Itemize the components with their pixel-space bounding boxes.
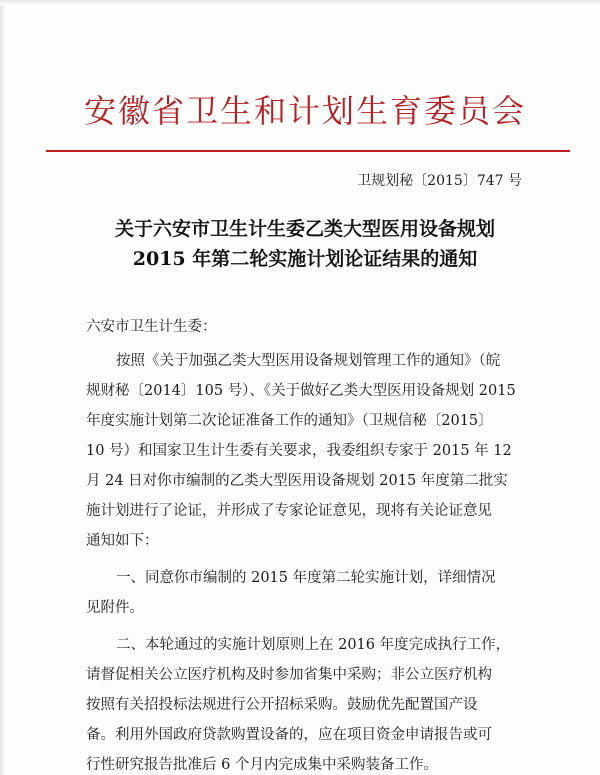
body-line: 通知如下： [86,533,159,549]
body-line: 二、本轮通过的实施计划原则上在 2016 年度完成执行工作， [116,637,511,653]
body-line: 请督促相关公立医疗机构及时参加省集中采购；非公立医疗机构 [86,667,492,683]
body-line: 月 24 日对你市编制的乙类大型医用设备规划 2015 年度第二批实 [86,473,508,489]
body-line: 年度实施计划第二次论证准备工作的通知》（卫规信秘〔2015〕 [86,413,493,429]
body-line: 见附件。 [86,600,144,616]
header-red-rule [46,150,570,152]
body-line: 施计划进行了论证，并形成了专家论证意见，现将有关论证意见 [86,503,492,519]
body-line: 行性研究报告批准后 6 个月内完成集中采购装备工作。 [86,757,438,773]
organization-header: 安徽省卫生和计划生育委员会 [84,92,527,130]
body-line: 按照有关招投标法规进行公开招标采购。鼓励优先配置国产设 [86,697,478,713]
body-line: 规财秘〔2014〕105 号）、《关于做好乙类大型医用设备规划 2015 [86,383,516,399]
document-title [40,214,570,274]
document-number: 卫规划秘〔2015〕747 号 [357,173,522,189]
document-title-line-1: 关于六安市卫生计生委乙类大型医用设备规划 [114,218,495,240]
body-line: 一、同意你市编制的 2015 年度第二轮实施计划，详细情况 [116,570,496,586]
scan-shadow-left [0,0,6,775]
scan-shadow-top [0,0,600,5]
body-line: 备。利用外国政府贷款购置设备的，应在项目资金申请报告或可 [86,727,492,743]
addressee: 六安市卫生计生委： [86,319,217,335]
body-line: 10 号）和国家卫生计生委有关要求，我委组织专家于 2015 年 12 [86,443,512,459]
body-line: 按照《关于加强乙类大型医用设备规划管理工作的通知》（皖 [116,353,501,369]
document-title-line-2: 2015 年第二轮实施计划论证结果的通知 [132,248,478,270]
